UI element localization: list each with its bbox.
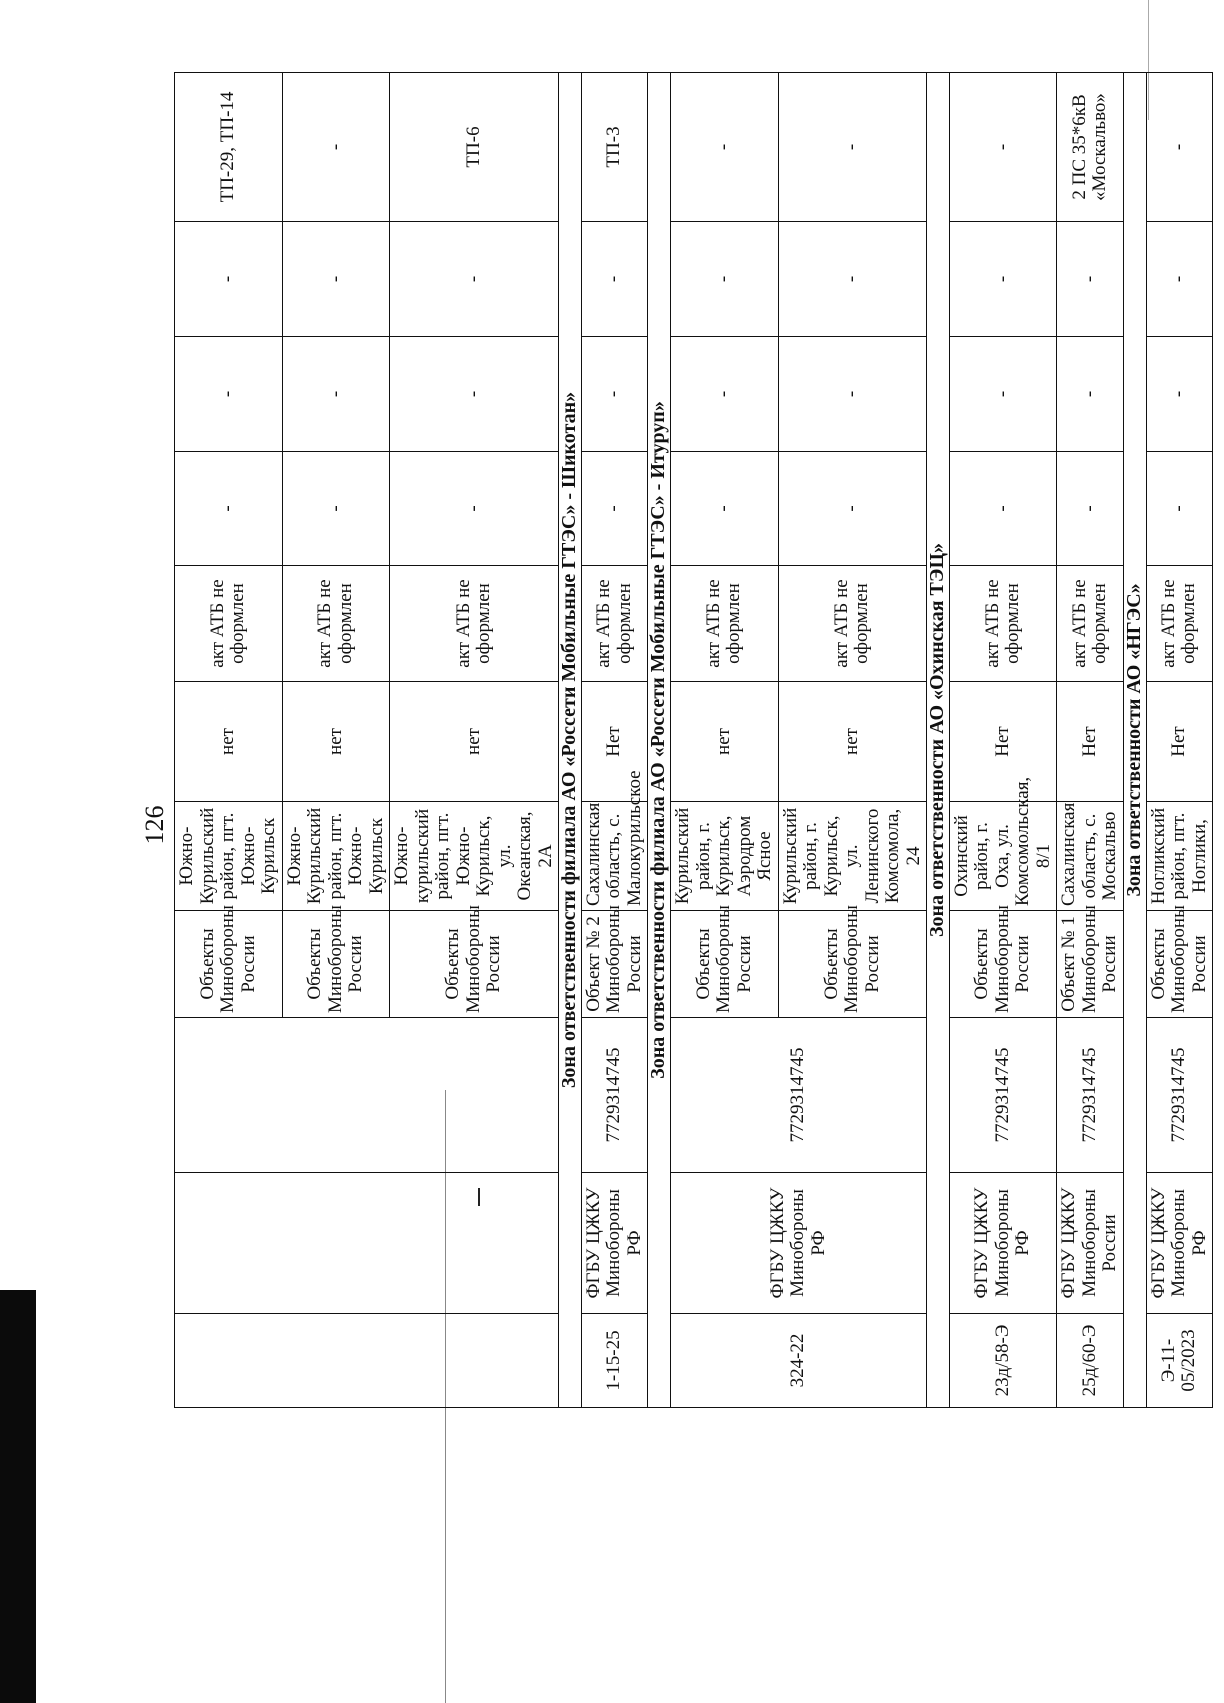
address-cell: Курильский район, г. Курильск, Аэродром Ясное (671, 802, 779, 911)
value-cell: - (175, 337, 283, 452)
substation-cell: - (1146, 73, 1213, 222)
org-cell: ФГБУ ЦЖКУ Минобороны РФ (1146, 1173, 1213, 1314)
object-cell: Объекты Минобороны России (671, 911, 779, 1018)
inn-cell: 7729314745 (1057, 1018, 1124, 1173)
zone-header-row (559, 73, 582, 1408)
object-cell: Объекты Минобороны России (390, 911, 559, 1018)
status-cell: нет (282, 682, 390, 802)
value-cell: - (671, 222, 779, 337)
table-row (175, 73, 283, 1408)
value-cell: - (175, 222, 283, 337)
substation-cell: ТП-29, ТП-14 (175, 73, 283, 222)
rotated-table-frame (174, 8, 1224, 1408)
org-cell: ФГБУ ЦЖКУ Минобороны России (1057, 1173, 1124, 1314)
org-cell: ФГБУ ЦЖКУ Минобороны РФ (581, 1173, 648, 1314)
value-cell: - (1146, 452, 1213, 566)
act-cell: акт АТБ не оформлен (778, 566, 927, 682)
status-cell: нет (778, 682, 927, 802)
contract-cell: Э-11-05/2023 (1146, 1314, 1213, 1408)
value-cell: - (949, 337, 1057, 452)
act-cell: акт АТБ не оформлен (175, 566, 283, 682)
status-cell: Нет (1057, 682, 1124, 802)
address-cell: Сахалинская область, с. Москальво (1057, 802, 1124, 911)
value-cell: - (1146, 222, 1213, 337)
value-cell: - (949, 452, 1057, 566)
object-cell: Объекты Минобороны России (949, 911, 1057, 1018)
inn-cell: 7729314745 (1146, 1018, 1213, 1173)
object-cell: Объекты Минобороны России (175, 911, 283, 1018)
value-cell: - (1057, 452, 1124, 566)
inn-cell: 7729314745 (949, 1018, 1057, 1173)
status-cell: нет (671, 682, 779, 802)
page-number: 126 (140, 805, 169, 845)
object-cell: Объект № 1 Минобороны России (1057, 911, 1124, 1018)
address-cell: Южно-Курильский район, пгт. Южно-Курильск (282, 802, 390, 911)
zone-title: Зона ответственности АО «Охинская ТЭЦ» (927, 73, 950, 1408)
substation-cell: - (282, 73, 390, 222)
zone-header-row (648, 73, 671, 1408)
contract-cell: 23д/58-Э (949, 1314, 1057, 1408)
data-table (174, 72, 1213, 1408)
table-row (1057, 73, 1124, 1408)
address-cell: Ногликский район, пгт. Ноглики, (1146, 802, 1213, 911)
inn-cell: 7729314745 (671, 1018, 927, 1173)
object-cell: Объекты Минобороны России (778, 911, 927, 1018)
value-cell: - (581, 222, 648, 337)
status-cell: Нет (1146, 682, 1213, 802)
table-row (949, 73, 1057, 1408)
inn-cell (175, 1018, 559, 1173)
act-cell: акт АТБ не оформлен (390, 566, 559, 682)
status-cell: нет (390, 682, 559, 802)
zone-title: Зона ответственности филиала АО «Россети Мобильные ГТЭС» - Итуруп» (648, 73, 671, 1408)
contract-cell: 324-22 (671, 1314, 927, 1408)
substation-cell: ТП-3 (581, 73, 648, 222)
value-cell: - (1146, 337, 1213, 452)
act-cell: акт АТБ не оформлен (581, 566, 648, 682)
value-cell: - (282, 452, 390, 566)
zone-header-row (1123, 73, 1146, 1408)
act-cell: акт АТБ не оформлен (949, 566, 1057, 682)
inn-cell: 7729314745 (581, 1018, 648, 1173)
substation-cell: ТП-6 (390, 73, 559, 222)
value-cell: - (175, 452, 283, 566)
substation-cell: - (671, 73, 779, 222)
value-cell: - (671, 337, 779, 452)
address-cell: Южно-курильский район, пгт. Южно-Курильск, ул. Океанская, 2А (390, 802, 559, 911)
table-row (581, 73, 648, 1408)
status-cell: Нет (581, 682, 648, 802)
address-cell: Южно-Курильский район, пгт. Южно-Курильск (175, 802, 283, 911)
address-cell: Курильский район, г. Курильск, ул. Ленинского Комсомола, 24 (778, 802, 927, 911)
org-cell (175, 1173, 559, 1314)
object-cell: Объекты Минобороны России (282, 911, 390, 1018)
value-cell: - (390, 222, 559, 337)
value-cell: - (581, 337, 648, 452)
value-cell: - (282, 222, 390, 337)
org-cell: ФГБУ ЦЖКУ Минобороны РФ (949, 1173, 1057, 1314)
act-cell: акт АТБ не оформлен (1057, 566, 1124, 682)
table-row (671, 73, 779, 1408)
substation-cell: 2 ПС 35*6кВ «Москальво» (1057, 73, 1124, 222)
zone-title: Зона ответственности филиала АО «Россети Мобильные ГТЭС» - Шикотан» (559, 73, 582, 1408)
substation-cell: - (778, 73, 927, 222)
substation-cell: - (949, 73, 1057, 222)
value-cell: - (1057, 222, 1124, 337)
contract-cell: 25д/60-Э (1057, 1314, 1124, 1408)
contract-cell (175, 1314, 559, 1408)
object-cell: Объекты Минобороны России (1146, 911, 1213, 1018)
scan-edge-bar (0, 1290, 36, 1703)
value-cell: - (390, 337, 559, 452)
org-cell: ФГБУ ЦЖКУ Минобороны РФ (671, 1173, 927, 1314)
address-cell: Охинский район, г. Оха, ул. Комсомольская, 8/1 (949, 802, 1057, 911)
status-cell: Нет (949, 682, 1057, 802)
address-cell: Сахалинская область, с. Малокурильское (581, 802, 648, 911)
object-cell: Объект № 2 Минобороны России (581, 911, 648, 1018)
value-cell: - (949, 222, 1057, 337)
zone-title: Зона ответственности АО «НГЭС» (1123, 73, 1146, 1408)
value-cell: - (390, 452, 559, 566)
act-cell: акт АТБ не оформлен (671, 566, 779, 682)
contract-cell: 1-15-25 (581, 1314, 648, 1408)
table-row (1146, 73, 1213, 1408)
act-cell: акт АТБ не оформлен (1146, 566, 1213, 682)
zone-header-row (927, 73, 950, 1408)
value-cell: - (778, 337, 927, 452)
value-cell: - (778, 222, 927, 337)
value-cell: - (671, 452, 779, 566)
status-cell: нет (175, 682, 283, 802)
value-cell: - (581, 452, 648, 566)
value-cell: - (1057, 337, 1124, 452)
value-cell: - (282, 337, 390, 452)
value-cell: - (778, 452, 927, 566)
act-cell: акт АТБ не оформлен (282, 566, 390, 682)
